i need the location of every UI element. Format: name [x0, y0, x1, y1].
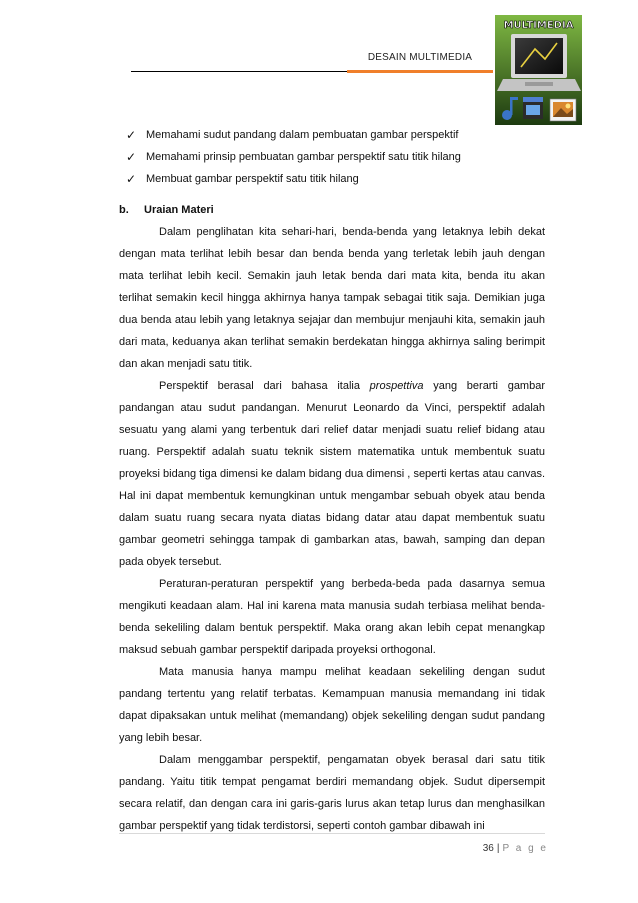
header-rule: [131, 71, 347, 72]
checkmark-icon: ✓: [126, 172, 137, 186]
paragraph-text: yang berarti gambar pandangan atau sudut pandangan. Menurut Leonardo da Vinci, perspektif adalah sesuatu yang alami yang terbentuk dari relief datar menjadi suatu relief bidang atau ruang. Perspektif adalah suatu teknik sistem matematika untuk membentuk suatu proyeksi bidang tiga dimensi ke dalam bidang dua dimensi , seperti kertas atau canvas. Hal ini dapat membentuk kemungkinan untuk mengambar sebuah obyek atau benda dalam suatu ruang secara nyata diatas bidang datar atau dapat membentuk suatu gambar geometri sehingga tampak di gambarkan atas, bawah, samping dan depan pada obyek tersebut.: [119, 380, 545, 568]
list-item: [126, 146, 546, 168]
paragraph: Dalam menggambar perspektif, pengamatan obyek berasal dari satu titik pandang. Yaitu titik tempat pengamat berdiri memandang objek. Sudut dipersempit secara relatif, dan dengan cara ini garis-garis lurus akan tetap lurus dan menghasilkan gambar perspektif yang tidak terdistorsi, seperti contoh gambar dibawah ini: [119, 754, 545, 832]
section-heading: [119, 204, 214, 216]
objective-text: Memahami prinsip pembuatan gambar perspektif satu titik hilang: [146, 151, 461, 163]
multimedia-logo: [495, 15, 582, 125]
checkmark-icon: ✓: [126, 128, 137, 142]
photo-icon: [550, 99, 576, 121]
film-clapper-icon: [523, 97, 543, 119]
header-title: DESAIN MULTIMEDIA: [367, 52, 473, 63]
paragraph: Dalam penglihatan kita sehari-hari, benda-benda yang letaknya lebih dekat dengan mata terlihat lebih besar dan benda benda yang terletak lebih jauh dengan mata terlihat lebih kecil. Semakin jauh letak benda dari mata kita, benda itu akan terlihat semakin kecil hingga akhirnya hanya tampak sebagai titik saja. Demikian juga dua benda atau lebih yang letaknya sejajar dan membujur menjauhi kita, semakin jauh dari mata, keduanya akan terlihat semakin berdekatan hingga akhirnya saling berimpit dan akan menjadi satu titik.: [119, 226, 545, 370]
page-separator: |: [496, 843, 500, 854]
list-item: [126, 168, 546, 190]
paragraph: [119, 375, 545, 573]
list-item: [126, 124, 546, 146]
paragraph-text: Perspektif berasal dari bahasa italia: [159, 380, 370, 392]
page-number-value: 36: [482, 843, 494, 854]
objective-text: Memahami sudut pandang dalam pembuatan gambar perspektif: [146, 129, 459, 141]
objective-text: Membuat gambar perspektif satu titik hilang: [146, 173, 359, 185]
header-accent-bar: [347, 70, 493, 73]
section-letter: b.: [119, 204, 129, 216]
body-text: [119, 221, 545, 837]
paragraph: Peraturan-peraturan perspektif yang berbeda-beda pada dasarnya semua mengikuti keadaan alam. Hal ini karena mata manusia sudah terbiasa melihat benda-benda sekeliling dalam bentuk perspektif. Maka orang akan lebih cepat menangkap maksud sebuah gambar perspektif daripada proyeksi orthogonal.: [119, 578, 545, 656]
paragraph: Mata manusia hanya mampu melihat keadaan sekeliling dengan sudut pandang tertentu yang relatif terbatas. Kemampuan manusia memandang ini tidak dapat dipaksakan untuk melihat (memandang) objek sekeliling dengan sudut pandang yang lebih besar.: [119, 666, 545, 744]
objectives-list: [126, 124, 546, 190]
italic-term: prospettiva: [369, 380, 424, 392]
page-word: P a g e: [502, 843, 548, 854]
checkmark-icon: ✓: [126, 150, 137, 164]
footer-rule: [119, 833, 545, 834]
logo-text: MULTIMEDIA: [503, 20, 574, 31]
page-number: [448, 843, 548, 854]
section-title: Uraian Materi: [144, 204, 214, 216]
